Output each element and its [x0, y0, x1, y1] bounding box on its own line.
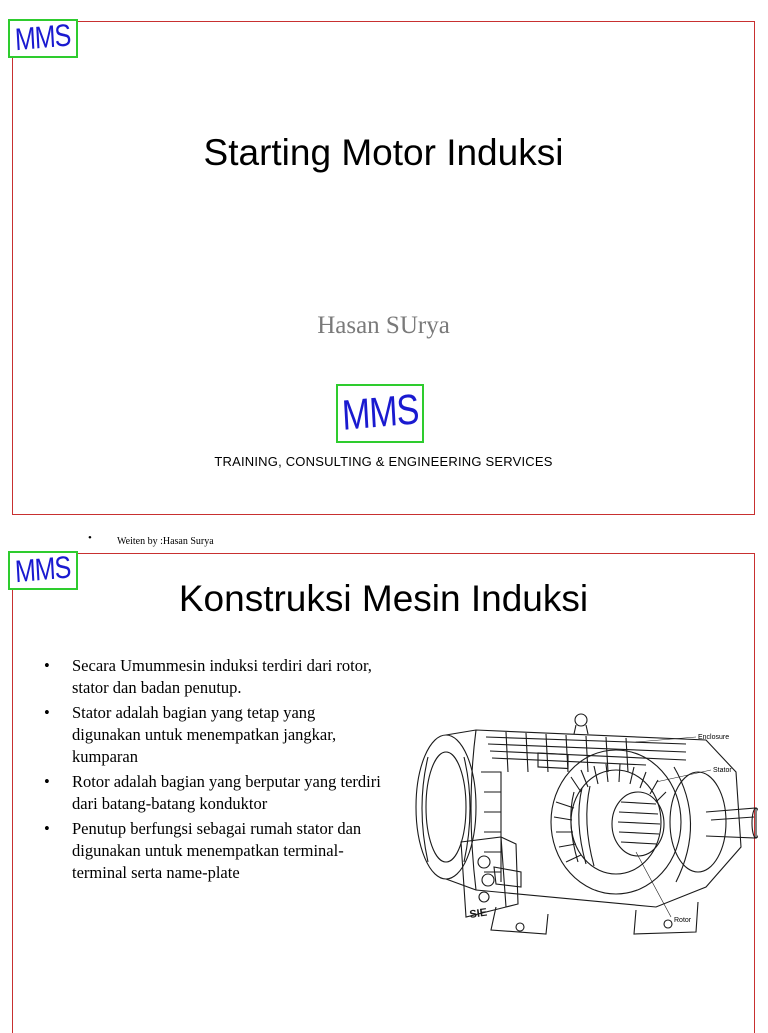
note-bullet: • — [88, 532, 92, 544]
label-rotor: Rotor — [674, 917, 692, 924]
bullet-list — [39, 655, 384, 887]
brand-mark: SIE — [468, 906, 488, 921]
bullet-item: • Rotor adalah bagian yang berputar yang terdiri dari batang-batang konduktor — [39, 771, 384, 815]
label-enclosure: Enclosure — [698, 734, 730, 741]
label-stator: Stator — [713, 767, 732, 774]
slide-title: Starting Motor Induksi — [203, 132, 564, 173]
author-name: Hasan SUrya — [317, 312, 450, 339]
bullet-item: • Penutup berfungsi sebagai rumah stator dan digunakan untuk menempatkan terminal-terminal serta name-plate — [39, 818, 384, 884]
bullet-item: • Stator adalah bagian yang tetap yang digunakan untuk menempatkan jangkar, kumparan — [39, 702, 384, 768]
induction-motor-illustration — [406, 712, 758, 942]
mms-logo: MMS — [8, 551, 78, 590]
title-slide — [12, 18, 755, 515]
slide-title: Konstruksi Mesin Induksi — [178, 578, 589, 619]
mms-logo-center: MMS — [336, 384, 424, 443]
note-text: Weiten by :Hasan Surya — [117, 536, 214, 547]
content-slide — [12, 550, 755, 1033]
mms-logo: MMS — [8, 19, 78, 58]
company-tagline: TRAINING, CONSULTING & ENGINEERING SERVICES — [214, 454, 553, 469]
bullet-item: • Secara Umummesin induksi terdiri dari rotor, stator dan badan penutup. — [39, 655, 384, 699]
